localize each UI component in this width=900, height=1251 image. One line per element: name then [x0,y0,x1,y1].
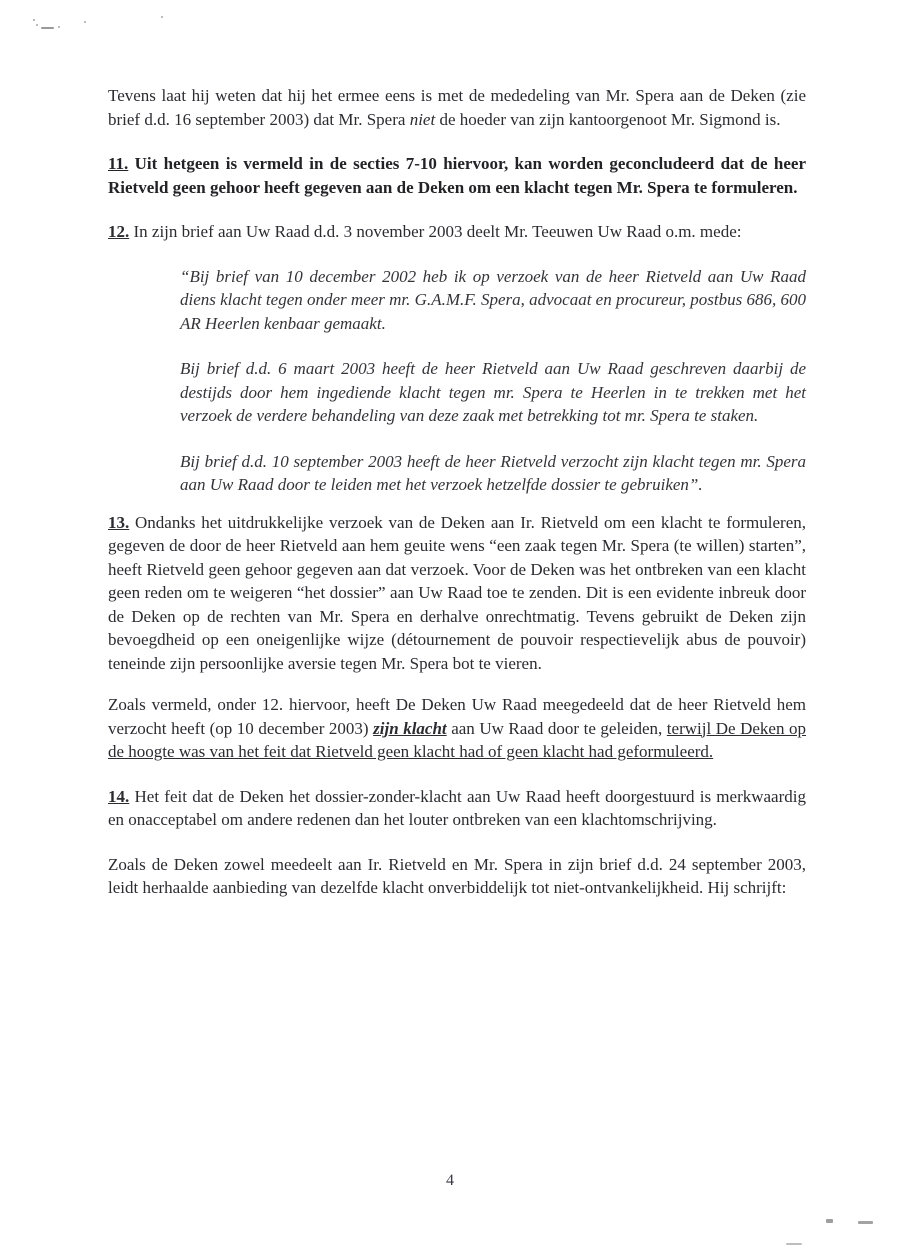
section-number: 12. [108,222,130,241]
paragraph-text: Zoals vermeld, onder 12. hiervoor, heeft De Deken Uw Raad meegedeeld dat de heer Rietveld hem verzocht heeft (op 10 december 2003) [108,695,806,738]
document-body [108,84,806,921]
scan-artifact [41,27,54,29]
emphasized-word: niet [409,109,436,129]
section-11 [108,152,806,199]
quoted-letter-3: Bij brief d.d. 10 september 2003 heeft de heer Rietveld verzocht zijn klacht tegen mr. Spera aan Uw Raad door te leiden met het verzoek hetzelfde dossier te gebruiken”. [180,451,806,494]
section-13 [108,511,806,676]
page-number: 4 [446,1172,454,1189]
quoted-letter-2: Bij brief d.d. 6 maart 2003 heeft de heer Rietveld aan Uw Raad geschreven daarbij de destijds door hem ingediende klacht tegen mr. Spera te Heerlen in te trekken met het verzoek de verdere behandeling van deze zaak met betrekking tot mr. Spera te staken. [180,359,806,425]
scan-artifact [858,1221,873,1224]
section-text: Het feit dat de Deken het dossier-zonder-klacht aan Uw Raad heeft doorgestuurd is merkwaardig en onacceptabel om andere redenen dan het louter ontbreken van een klachtomschrijving. [108,786,806,829]
underlined-phrase: terwijl De Deken op de hoogte was van het feit dat Rietveld geen klacht had of geen klacht had geformuleerd. [108,718,806,761]
scan-artifact [826,1219,833,1223]
paragraph-closing: Zoals de Deken zowel meedeelt aan Ir. Rietveld en Mr. Spera in zijn brief d.d. 24 september 2003, leidt herhaalde aanbieding van dezelfde klacht onverbiddelijk tot niet-ontvankelijkheid. Hij schrijft: [108,854,806,897]
paragraph-zoals-vermeld [108,693,806,764]
paragraph-intro [108,84,806,131]
section-12 [108,220,806,244]
section-number: 13. [108,512,130,532]
scan-artifact [58,26,60,28]
section-number: 11. [108,154,129,173]
section-text: Uit hetgeen is vermeld in de secties 7-10 hiervoor, kan worden geconcludeerd dat de heer Rietveld geen gehoor heeft gegeven aan de Deken om een klacht tegen Mr. Spera te formuleren. [108,154,806,197]
section-text: In zijn brief aan Uw Raad d.d. 3 november 2003 deelt Mr. Teeuwen Uw Raad o.m. mede: [129,222,742,241]
emphasized-phrase: zijn klacht [373,718,447,738]
section-number: 14. [108,786,130,806]
scan-artifact [84,21,86,23]
scan-artifact [786,1243,802,1245]
section-text: Ondanks het uitdrukkelijke verzoek van de Deken aan Ir. Rietveld om een klacht te formuleren, gegeven de door de heer Rietveld aan hem geuite wens “een zaak tegen Mr. Spera (te willen) starten”, heeft Rietveld geen gehoor gegeven aan dat verzoek. Voor de Deken was het ontbreken van een klacht geen reden om te weigeren “het dossier” aan Uw Raad toe te zenden. Dit is een evidente inbreuk door de Deken op de rechten van Mr. Spera en derhalve onrechtmatig. Tevens gebruikt de Deken zijn bevoegdheid op een oneigenlijke wijze (détournement de pouvoir respectievelijk abus de pouvoir) teneinde zijn persoonlijke aversie tegen Mr. Spera bot te vieren. [108,512,806,673]
scan-artifact [36,24,38,26]
quoted-letter-1: “Bij brief van 10 december 2002 heb ik op verzoek van de heer Rietveld aan Uw Raad diens klacht tegen onder meer mr. G.A.M.F. Spera, advocaat en procureur, postbus 686, 600 AR Heerlen kenbaar gemaakt. [180,266,806,333]
scan-artifact [33,19,35,21]
paragraph-text: de hoeder van zijn kantoorgenoot Mr. Sigmond is. [435,109,781,129]
scan-artifact [161,16,163,18]
paragraph-text: Tevens laat hij weten dat hij het ermee eens is met de mededeling van Mr. Spera aan de Deken (zie brief d.d. 16 september 2003) dat Mr. Spera [108,86,806,129]
paragraph-text: aan Uw Raad door te geleiden, [446,718,667,738]
section-14 [108,785,806,832]
